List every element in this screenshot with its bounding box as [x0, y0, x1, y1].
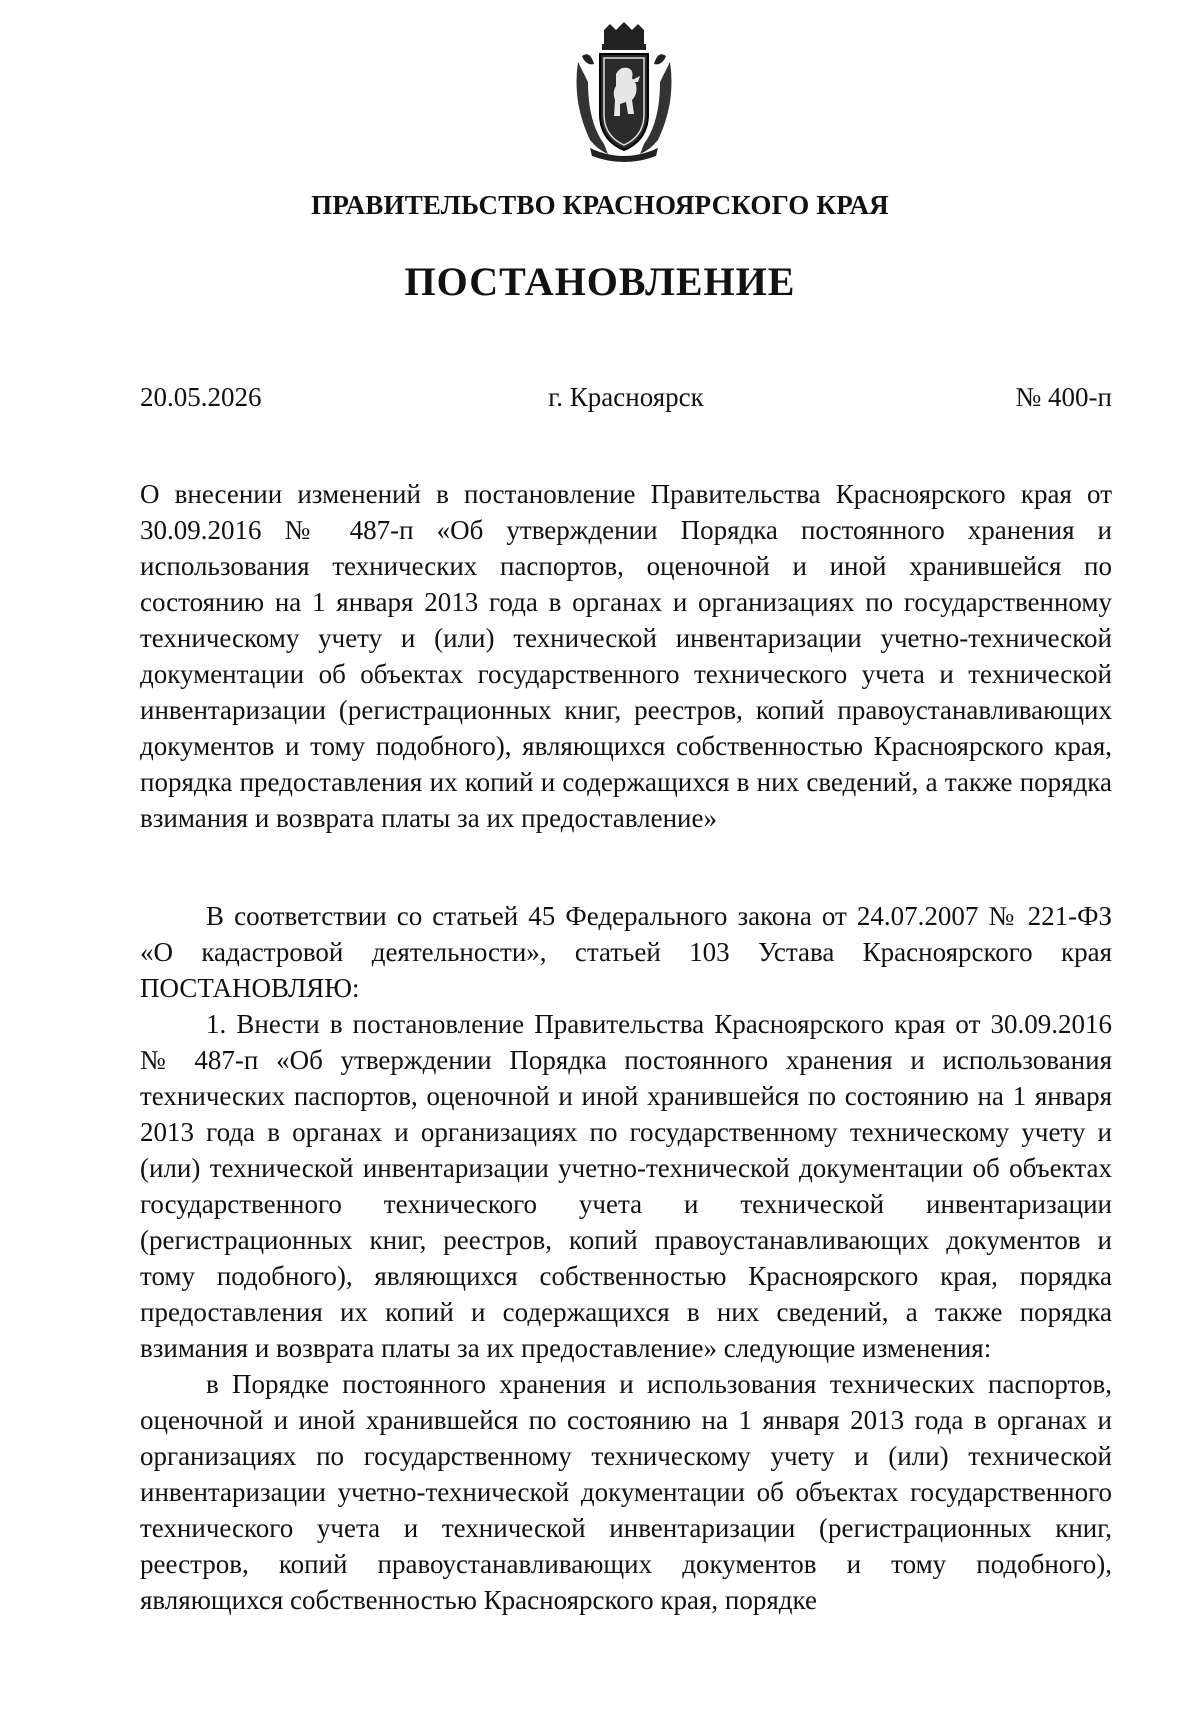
body-paragraph-amendment: в Порядке постоянного хранения и использования технических паспортов, оценочной и иной хранившейся по состоянию на 1 января 2013 года в органах и организациях по государственному техническому учету и (или) технической инвентаризации учетно-технической документации об объектах государственного технического учета и технической инвентаризации (регистрационных книг, реестров, копий правоустанавливающих документов и тому подобного), являющихся собственностью Красноярского края, порядке [140, 1369, 1112, 1615]
document-city: г. Красноярск [548, 382, 704, 412]
document-body [140, 898, 1112, 1618]
organization-title: ПРАВИТЕЛЬСТВО КРАСНОЯРСКОГО КРАЯ [311, 190, 889, 220]
document-number: № 400-п [1015, 382, 1112, 412]
document-subject [140, 476, 1112, 836]
body-paragraph-item-1: 1. Внести в постановление Правительства Красноярского края от 30.09.2016 № 487-п «Об утверждении Порядка постоянного хранения и использования технических паспортов, оценочной и иной хранившейся по состоянию на 1 января 2013 года в органах и организациях по государственному техническому учету и (или) технической инвентаризации учетно-технической документации об объектах государственного технического учета и технической инвентаризации (регистрационных книг, реестров, копий правоустанавливающих документов и тому подобного), являющихся собственностью Красноярского края, порядка предоставления их копий и содержащихся в них сведений, а также порядка взимания и возврата платы за их предоставление» следующие изменения: [140, 1009, 1112, 1363]
krasnoyarsk-coat-of-arms-icon [568, 22, 680, 162]
subject-text: О внесении изменений в постановление Правительства Красноярского края от 30.09.2016 № 487-п «Об утверждении Порядка постоянного хранения и использования технических паспортов, оценочной и иной хранившейся по состоянию на 1 января 2013 года в органах и организациях по государственному техническому учету и (или) технической инвентаризации учетно-технической документации об объектах государственного технического учета и технической инвентаризации (регистрационных книг, реестров, копий правоустанавливающих документов и тому подобного), являющихся собственностью Красноярского края, порядка предоставления их копий и содержащихся в них сведений, а также порядка взимания и возврата платы за их предоставление» [140, 479, 1112, 833]
document-date: 20.05.2026 [140, 382, 262, 412]
document-meta-row [140, 382, 1112, 422]
body-paragraph-preamble: В соответствии со статьей 45 Федерального закона от 24.07.2007 № 221-ФЗ «О кадастровой деятельности», статьей 103 Устава Красноярского края ПОСТАНОВЛЯЮ: [140, 901, 1112, 1003]
document-type-heading: ПОСТАНОВЛЕНИЕ [404, 259, 796, 304]
